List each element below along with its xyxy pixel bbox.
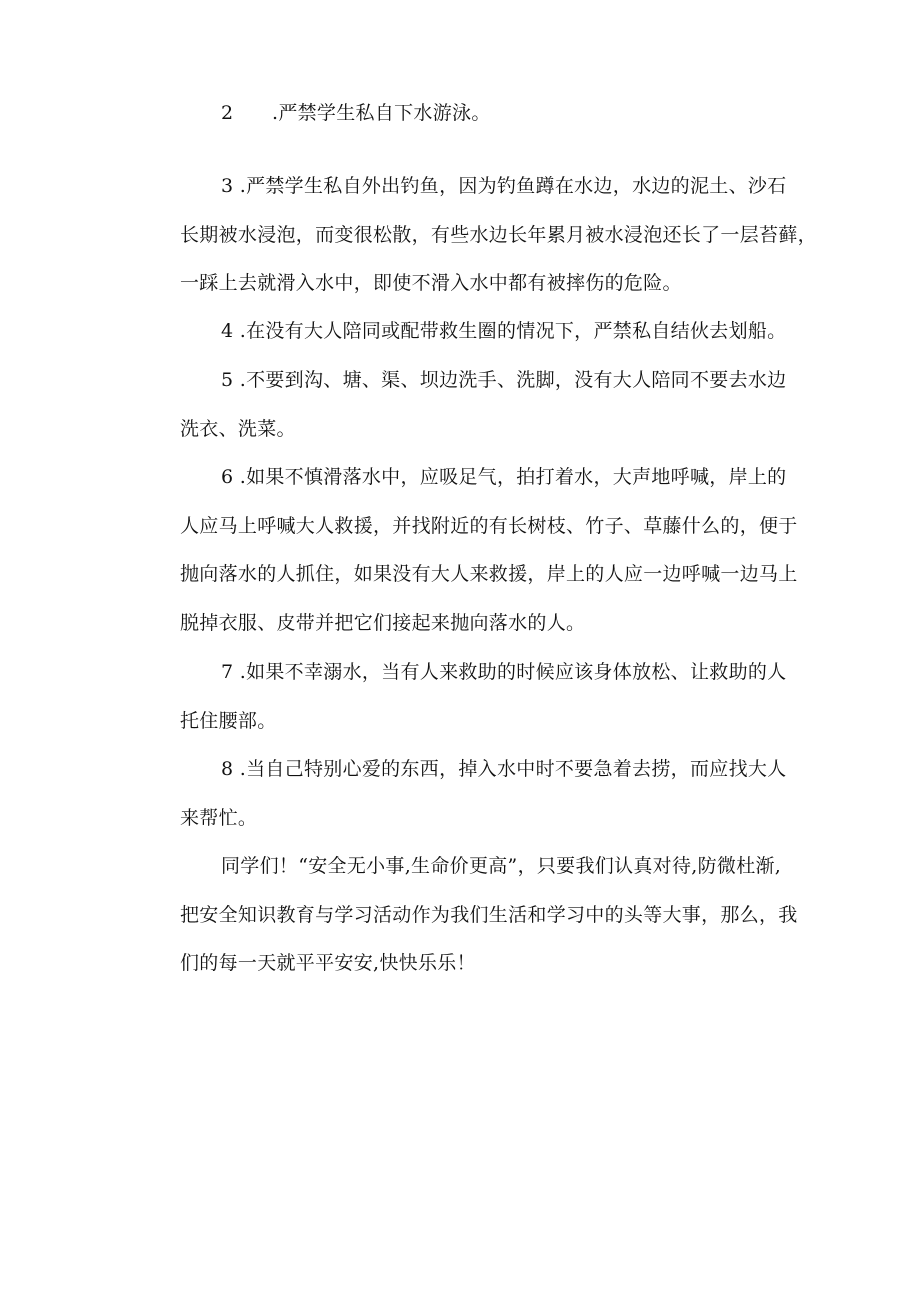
text-line: 脱掉衣服、皮带并把它们接起来抛向落水的人。	[180, 611, 586, 634]
text-line: 人应马上呼喊大人救援，并找附近的有长树枝、竹子、草藤什么的，便于	[180, 514, 798, 537]
text-line: 4 .在没有大人陪同或配带救生圈的情况下，严禁私自结伙去划船。	[221, 320, 787, 342]
text-line: 8 .当自己特别心爱的东西，掉入水中时不要急着去捞，而应找大人	[221, 758, 787, 780]
text-line: 3 .严禁学生私自外出钓鱼，因为钓鱼蹲在水边，水边的泥土、沙石	[221, 175, 787, 197]
paragraph-6	[139, 453, 798, 647]
paragraph-5	[139, 356, 789, 453]
text-line: 2 .严禁学生私自下水游泳。	[221, 102, 491, 124]
text-line: 抛向落水的人抓住，如果没有大人来救援，岸上的人应一边呼喊一边马上	[180, 563, 798, 585]
text-line: 托住腰部。	[180, 709, 277, 732]
text-line: 7 .如果不幸溺水，当有人来救助的时候应该身体放松、让救助的人	[221, 661, 787, 683]
text-line: 们的每一天就平平安安,快快乐乐！	[180, 952, 476, 974]
paragraph-3	[139, 162, 817, 308]
text-line: 洗衣、洗菜。	[180, 417, 296, 440]
paragraph-7	[139, 648, 789, 745]
paragraph-8	[139, 745, 789, 842]
text-line: 来帮忙。	[180, 806, 258, 829]
paragraph-2	[139, 89, 789, 138]
text-line: 长期被水浸泡，而变很松散，有些水边长年累月被水浸泡还长了一层苔藓，	[180, 223, 817, 246]
closing-paragraph	[139, 842, 798, 988]
text-line: 6 .如果不慎滑落水中，应吸足气，拍打着水，大声地呼喊，岸上的	[221, 466, 787, 488]
text-line: 5 .不要到沟、塘、渠、坝边洗手、洗脚，没有大人陪同不要去水边	[221, 369, 787, 391]
paragraph-4	[139, 307, 789, 356]
text-line: 一踩上去就滑入水中，即使不滑入水中都有被摔伤的危险。	[180, 272, 682, 294]
text-line: 把安全知识教育与学习活动作为我们生活和学习中的头等大事，那么，我	[180, 903, 798, 926]
text-line: 同学们！“安全无小事,生命价更高”，只要我们认真对待,防微杜渐,	[221, 855, 782, 877]
